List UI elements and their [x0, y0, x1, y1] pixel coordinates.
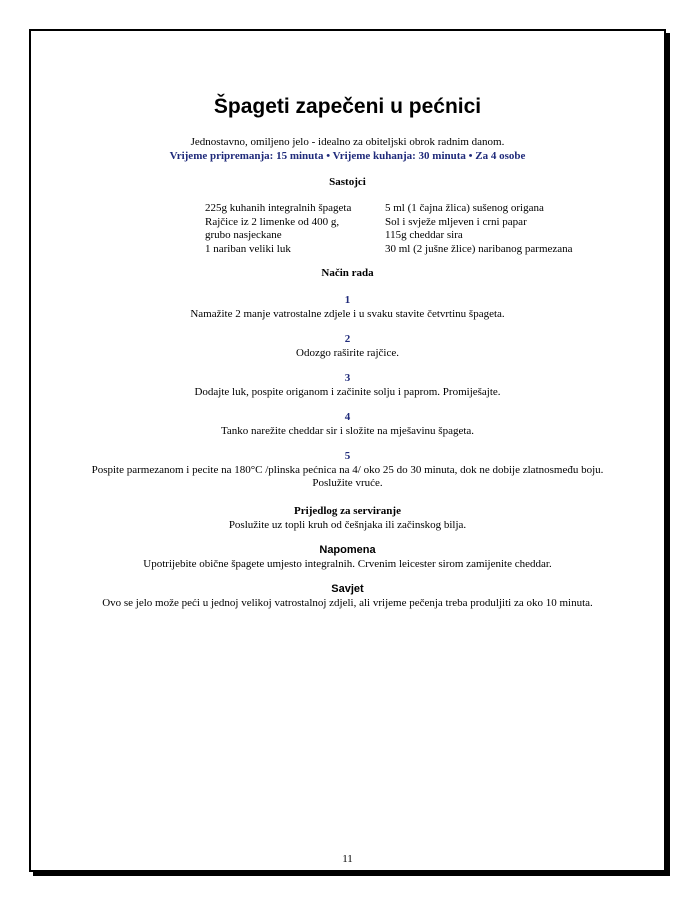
step-number: 5 — [344, 450, 351, 462]
step-number: 3 — [344, 372, 351, 384]
ingredient-item: 115g cheddar sira — [385, 229, 463, 241]
recipe-intro — [31, 135, 664, 163]
ingredient-item: Rajčice iz 2 limenke od 400 g, — [205, 215, 340, 228]
document-page — [29, 29, 666, 872]
ingredient-item: grubo nasjeckane — [205, 229, 282, 241]
note — [31, 544, 664, 571]
ingredients-right-column — [385, 202, 645, 256]
method-step — [31, 372, 664, 399]
method-steps — [31, 294, 664, 503]
step-text: Dodajte luk, pospite origanom i začinite solju i paprom. Promiješajte. — [194, 385, 501, 398]
recipe-title: Špageti zapečeni u pećnici — [213, 95, 482, 118]
recipe-notes — [31, 505, 664, 622]
step-text: Odozgo raširite rajčice. — [296, 346, 399, 359]
ingredient-item: 1 nariban veliki luk — [205, 242, 291, 255]
method-step — [31, 411, 664, 438]
tip — [31, 583, 664, 610]
method-heading: Način rada — [321, 267, 374, 279]
step-text: Tanko narežite cheddar sir i složite na mješavinu špageta. — [220, 424, 475, 437]
step-text: Namažite 2 manje vatrostalne zdjele i u svaku stavite četvrtinu špageta. — [190, 307, 505, 320]
ingredient-item: 5 ml (1 čajna žlica) sušenog origana — [385, 202, 544, 214]
step-number: 4 — [344, 411, 351, 423]
note-text: Ovo se jelo može peći u jednoj velikoj vatrostalnoj zdjeli, ali vrijeme pečenja treba produljiti za oko 10 minuta. — [102, 596, 593, 609]
ingredient-item: Sol i svježe mljeven i crni papar — [385, 215, 527, 228]
note-text: Poslužite uz topli kruh od češnjaka ili začinskog bilja. — [228, 518, 467, 531]
note-title: Napomena — [319, 544, 376, 556]
note-title: Savjet — [331, 583, 364, 595]
intro-text: Jednostavno, omiljeno jelo - idealno za obiteljski obrok radnim danom. — [190, 136, 505, 148]
page-number: 11 — [342, 853, 353, 865]
ingredient-item: 225g kuhanih integralnih špageta — [205, 202, 352, 214]
method-step — [31, 333, 664, 360]
ingredients-heading: Sastojci — [329, 176, 366, 188]
step-text: Pospite parmezanom i pecite na 180°C /plinska pećnica na 4/ oko 25 do 30 minuta, dok ne dobije zlatnosmeđu boju. — [91, 463, 604, 476]
method-step — [31, 450, 664, 491]
ingredient-item: 30 ml (2 jušne žlice) naribanog parmezana — [385, 242, 573, 255]
note-title: Prijedlog za serviranje — [294, 505, 401, 517]
serving-suggestion — [31, 505, 664, 532]
method-step — [31, 294, 664, 321]
step-text-continued: Poslužite vruće. — [312, 477, 383, 489]
recipe-meta: Vrijeme pripremanja: 15 minuta • Vrijeme kuhanja: 30 minuta • Za 4 osobe — [169, 150, 526, 162]
step-number: 2 — [344, 333, 351, 345]
note-text: Upotrijebite obične špagete umjesto integralnih. Crvenim leicester sirom zamijenite cheddar. — [143, 557, 552, 570]
step-number: 1 — [344, 294, 351, 306]
